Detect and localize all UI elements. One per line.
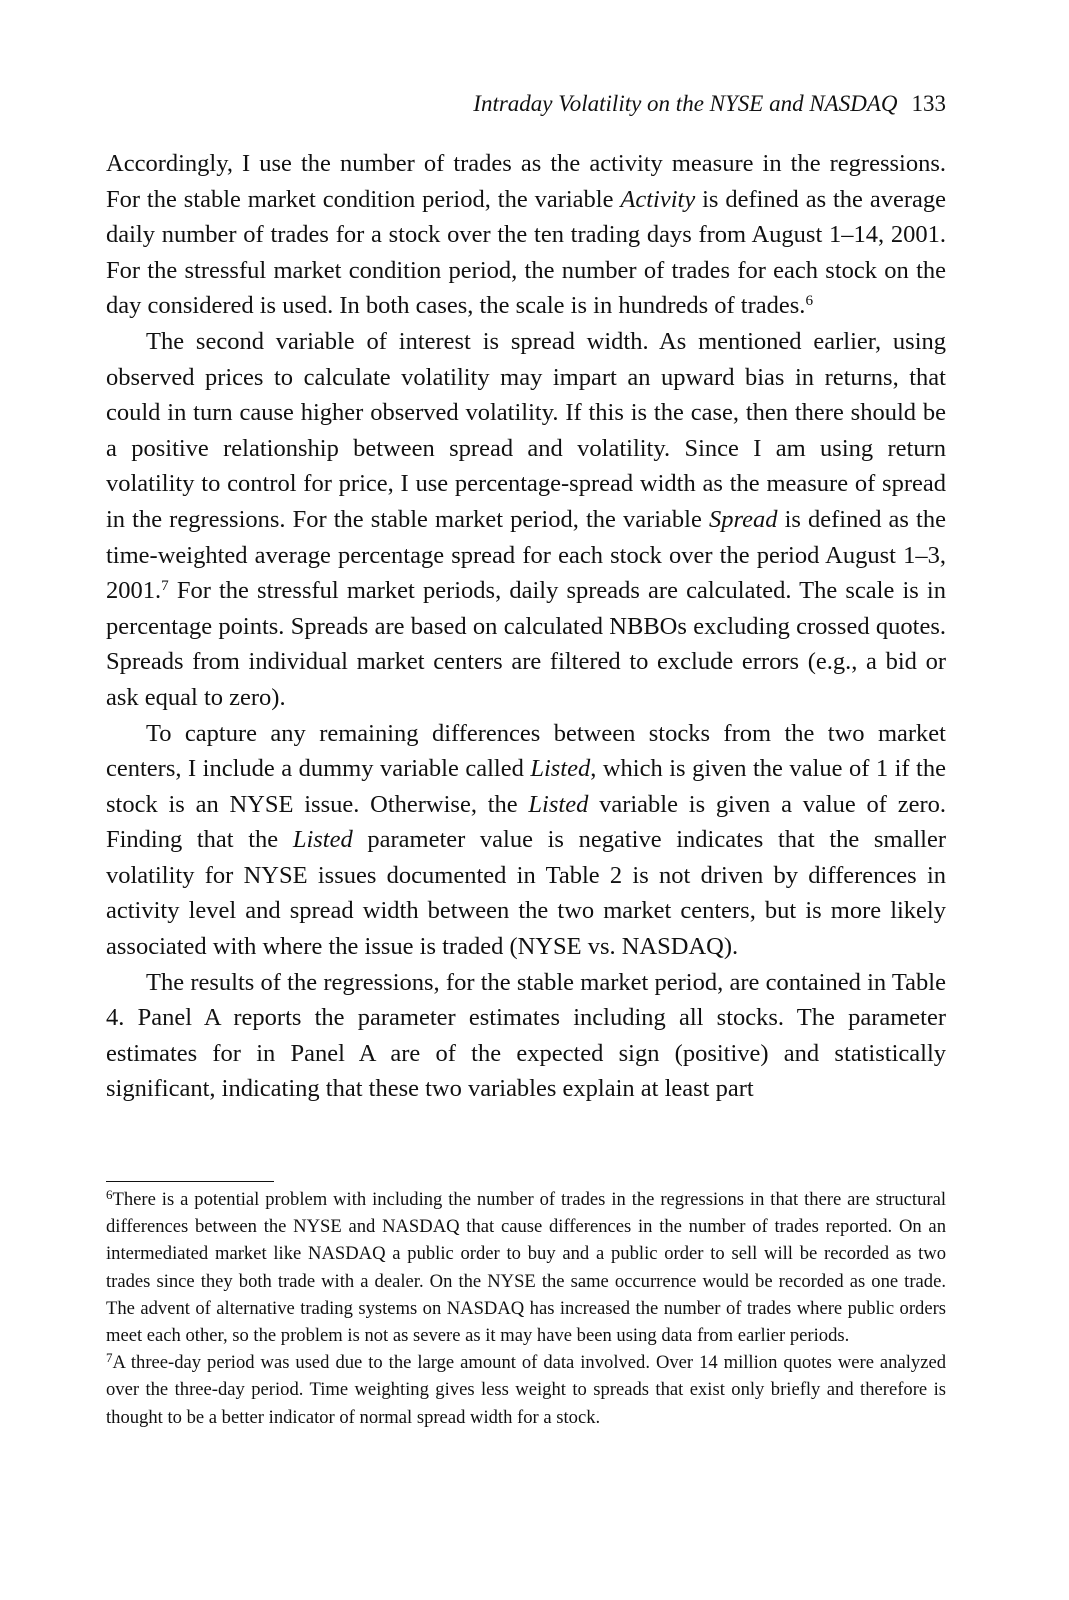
main-text xyxy=(106,146,946,1107)
variable-listed: Listed xyxy=(530,755,591,783)
footnote-ref-7: 7 xyxy=(161,576,169,594)
running-header xyxy=(106,90,946,118)
variable-spread: Spread xyxy=(708,505,778,533)
text-run: To capture any remaining differences between stocks from the two market centers, I include a dummy variable called xyxy=(106,719,946,783)
text-run: is defined as the time-weighted average percentage spread for each stock over the period August 1–3, 2001. xyxy=(106,505,946,605)
paragraph-spread xyxy=(106,324,946,716)
running-title: Intraday Volatility on the NYSE and NASDAQ xyxy=(473,91,898,116)
footnote-mark: 7 xyxy=(106,1349,113,1365)
paragraph-results xyxy=(106,965,946,1107)
text-run: Accordingly, I use the number of trades as the activity measure in the regressions. For the stable market condition period, the variable xyxy=(106,150,946,213)
footnote-6 xyxy=(106,1186,946,1349)
footnote-mark: 6 xyxy=(106,1186,113,1202)
text-run: parameter value is negative indicates that the smaller volatility for NYSE issues documented in Table 2 is not driven by differences in activity level and spread width between the two market centers, but is more likely associated with where the issue is traded (NYSE vs. NASDAQ). xyxy=(106,826,946,961)
variable-listed: Listed xyxy=(528,790,589,818)
text-run: , which is given the value of 1 if the stock is an NYSE issue. Otherwise, the xyxy=(106,755,946,818)
paragraph-listed xyxy=(106,716,946,965)
text-run: The results of the regressions, for the stable market period, are contained in Table 4. Panel A reports the parameter estimates including all stocks. The parameter estimates for in Panel A are of the expected sign (positive) and statistically significant, indicating that these two variables explain at least part xyxy=(106,968,946,1103)
text-run: The second variable of interest is spread width. As mentioned earlier, using observed prices to calculate volatility may impart an upward bias in returns, that could in turn cause higher observed volatility. If this is the case, then there should be a positive relationship between spread and volatility. Since I am using return volatility to control for price, I use percentage-spread width as the measure of spread in the regressions. For the stable market period, the variable xyxy=(106,327,946,533)
footnote-text: There is a potential problem with including the number of trades in the regressions in that there are structural differences between the NYSE and NASDAQ that cause differences in the number of trades reported. On an intermediated market like NASDAQ a public order to buy and a public order to sell will be recorded as two trades since they both trade with a dealer. On the NYSE the same occurrence would be recorded as one trade. The advent of alternative trading systems on NASDAQ has increased the number of trades where public orders meet each other, so the problem is not as severe as it may have been using data from earlier periods. xyxy=(106,1189,946,1347)
paragraph-activity xyxy=(106,146,946,324)
text-run: For the stressful market periods, daily spreads are calculated. The scale is in percentage points. Spreads are based on calculated NBBOs excluding crossed quotes. Spreads from individual market centers are filtered to exclude errors (e.g., a bid or ask equal to zero). xyxy=(106,577,946,711)
footnote-text: A three-day period was used due to the large amount of data involved. Over 14 million quotes were analyzed over the three-day period. Time weighting gives less weight to spreads that exist only briefly and therefore is thought to be a better indicator of normal spread width for a stock. xyxy=(106,1352,946,1428)
footnotes xyxy=(106,1186,946,1431)
footnote-7 xyxy=(106,1349,946,1431)
footnote-ref-6: 6 xyxy=(805,292,814,310)
text-run: is defined as the average daily number of trades for a stock over the ten trading days from August 1–14, 2001. For the stressful market condition period, the number of trades for each stock on the day considered is used. In both cases, the scale is in hundreds of trades. xyxy=(106,185,946,320)
footnote-divider xyxy=(106,1181,274,1182)
page-number: 133 xyxy=(911,91,946,116)
variable-listed: Listed xyxy=(292,826,353,854)
text-run: variable is given a value of zero. Finding that the xyxy=(106,790,946,854)
variable-activity: Activity xyxy=(620,185,696,213)
